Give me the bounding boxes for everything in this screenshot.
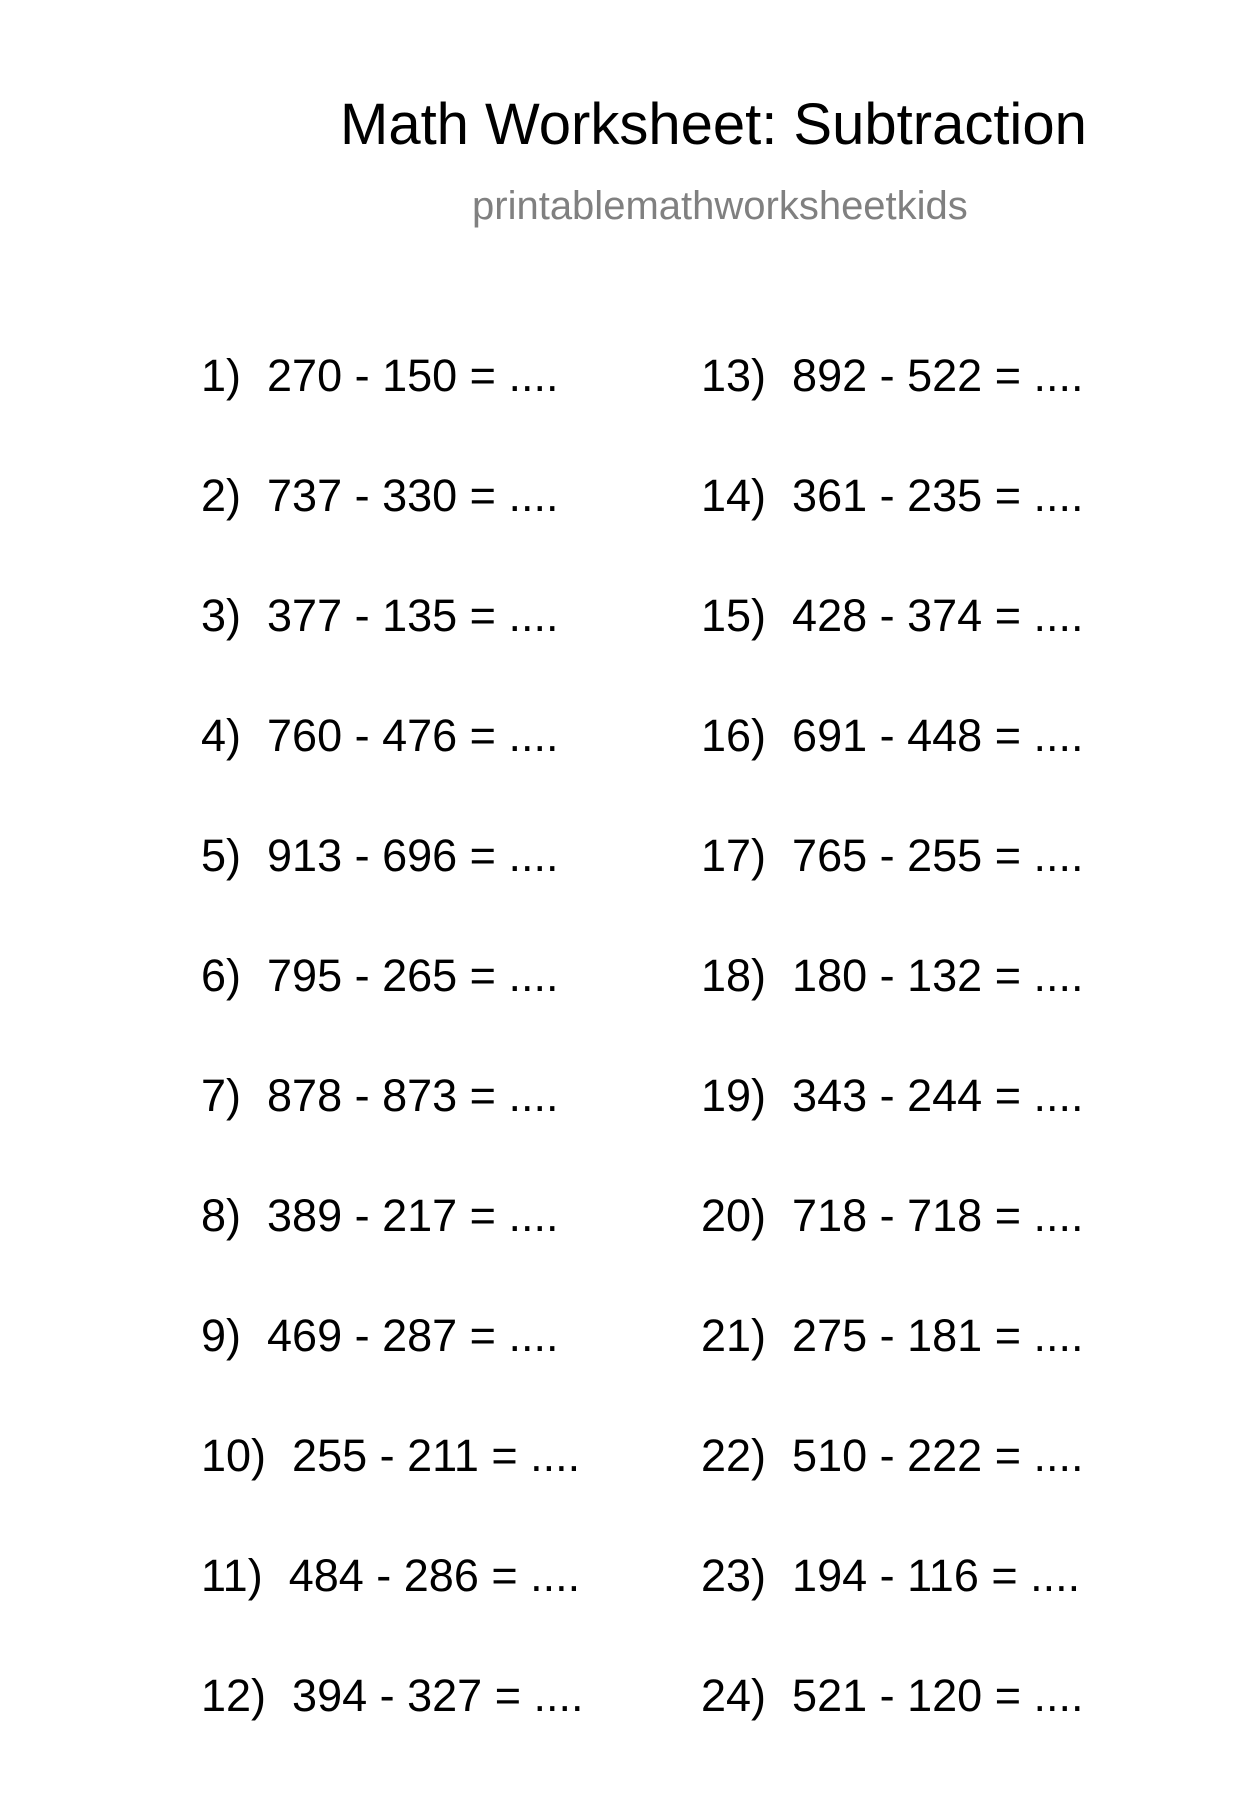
problem-13	[701, 350, 1084, 473]
problem-14	[701, 470, 1084, 593]
problem-number: 17)	[701, 830, 767, 881]
problem-24	[701, 1670, 1084, 1793]
problem-expression: 892 - 522 = ....	[792, 350, 1084, 401]
problem-expression: 180 - 132 = ....	[792, 950, 1084, 1001]
problem-number: 23)	[701, 1550, 767, 1601]
problem-number: 16)	[701, 710, 767, 761]
problem-expression: 194 - 116 = ....	[792, 1550, 1081, 1601]
problem-17	[701, 830, 1084, 953]
problem-expression: 361 - 235 = ....	[792, 470, 1084, 521]
problem-5	[201, 830, 584, 953]
problem-number: 18)	[701, 950, 767, 1001]
problem-number: 11)	[201, 1550, 263, 1601]
problem-number: 9)	[201, 1310, 242, 1361]
problem-number: 5)	[201, 830, 242, 881]
problem-11	[201, 1550, 584, 1673]
problem-number: 15)	[701, 590, 767, 641]
problem-expression: 377 - 135 = ....	[267, 590, 559, 641]
problem-number: 8)	[201, 1190, 242, 1241]
problem-expression: 737 - 330 = ....	[267, 470, 559, 521]
problem-expression: 469 - 287 = ....	[267, 1310, 559, 1361]
problem-8	[201, 1190, 584, 1313]
worksheet-subtitle: printablemathworksheetkids	[472, 184, 968, 228]
problem-9	[201, 1310, 584, 1433]
problem-1	[201, 350, 584, 473]
problem-expression: 394 - 327 = ....	[292, 1670, 584, 1721]
problem-expression: 878 - 873 = ....	[267, 1070, 559, 1121]
problem-number: 22)	[701, 1430, 767, 1481]
problem-15	[701, 590, 1084, 713]
problem-expression: 718 - 718 = ....	[792, 1190, 1084, 1241]
problem-7	[201, 1070, 584, 1193]
problem-20	[701, 1190, 1084, 1313]
problem-18	[701, 950, 1084, 1073]
problem-10	[201, 1430, 584, 1553]
problem-19	[701, 1070, 1084, 1193]
problem-expression: 795 - 265 = ....	[267, 950, 559, 1001]
problem-expression: 913 - 696 = ....	[267, 830, 559, 881]
problem-expression: 484 - 286 = ....	[288, 1550, 581, 1601]
problem-3	[201, 590, 584, 713]
problem-number: 10)	[201, 1430, 267, 1481]
problem-22	[701, 1430, 1084, 1553]
worksheet-title: Math Worksheet: Subtraction	[340, 92, 1087, 157]
problem-number: 12)	[201, 1670, 267, 1721]
problem-number: 14)	[701, 470, 767, 521]
problem-expression: 343 - 244 = ....	[792, 1070, 1084, 1121]
problem-23	[701, 1550, 1084, 1673]
problem-expression: 765 - 255 = ....	[792, 830, 1084, 881]
problem-expression: 428 - 374 = ....	[792, 590, 1084, 641]
problem-expression: 275 - 181 = ....	[792, 1310, 1084, 1361]
problem-expression: 510 - 222 = ....	[792, 1430, 1084, 1481]
problem-expression: 760 - 476 = ....	[267, 710, 559, 761]
problem-expression: 691 - 448 = ....	[792, 710, 1084, 761]
problem-expression: 270 - 150 = ....	[267, 350, 559, 401]
problem-expression: 521 - 120 = ....	[792, 1670, 1084, 1721]
problem-2	[201, 470, 584, 593]
problem-number: 20)	[701, 1190, 767, 1241]
problem-number: 3)	[201, 590, 242, 641]
problem-number: 21)	[701, 1310, 767, 1361]
problem-16	[701, 710, 1084, 833]
problem-4	[201, 710, 584, 833]
problem-expression: 255 - 211 = ....	[292, 1430, 581, 1481]
problem-12	[201, 1670, 584, 1793]
problem-6	[201, 950, 584, 1073]
problem-expression: 389 - 217 = ....	[267, 1190, 559, 1241]
problem-column-left	[201, 350, 584, 1793]
problem-number: 19)	[701, 1070, 767, 1121]
problem-number: 2)	[201, 470, 242, 521]
problem-number: 6)	[201, 950, 242, 1001]
problem-number: 13)	[701, 350, 767, 401]
problem-number: 7)	[201, 1070, 242, 1121]
problem-21	[701, 1310, 1084, 1433]
problem-column-right	[701, 350, 1084, 1793]
problem-number: 4)	[201, 710, 242, 761]
problem-number: 24)	[701, 1670, 767, 1721]
problem-number: 1)	[201, 350, 242, 401]
